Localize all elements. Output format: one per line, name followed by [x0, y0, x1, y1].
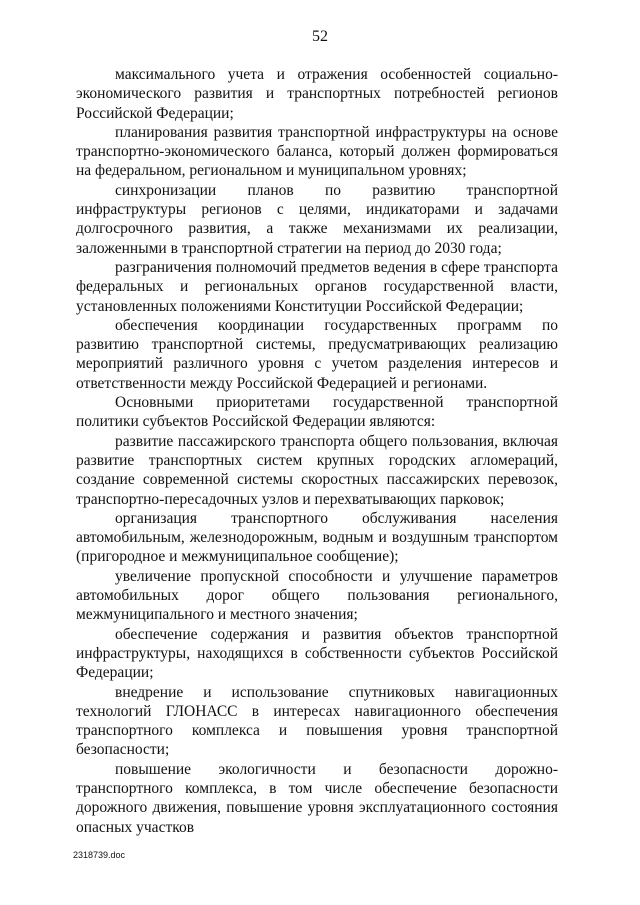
- paragraph: синхронизации планов по развитию транспортной инфраструктуры регионов с целями, индикаторами и задачами долгосрочного развития, а также механизмами их реализации, заложенными в транспортной стратегии на период до 2030 года;: [76, 181, 558, 257]
- paragraph: обеспечения координации государственных программ по развитию транспортной системы, предусматривающих реализацию мероприятий различного уровня с учетом разделения интересов и ответственности между Российской Федерацией и регионами.: [76, 316, 558, 392]
- page-number: 52: [312, 28, 328, 45]
- paragraph: планирования развития транспортной инфраструктуры на основе транспортно-экономического баланса, который должен формироваться на федеральном, региональном и муниципальном уровнях;: [76, 123, 558, 180]
- paragraph: обеспечение содержания и развития объектов транспортной инфраструктуры, находящихся в собственности субъектов Российской Федерации;: [76, 625, 558, 682]
- paragraph: внедрение и использование спутниковых навигационных технологий ГЛОНАСС в интересах навигационного обеспечения транспортного комплекса и повышения уровня транспортной безопасности;: [76, 683, 558, 759]
- paragraph: Основными приоритетами государственной транспортной политики субъектов Российской Федерации являются:: [76, 394, 558, 431]
- paragraph: организация транспортного обслуживания населения автомобильным, железнодорожным, водным и воздушным транспортом (пригородное и межмуниципальное сообщение);: [76, 509, 558, 566]
- footer-filename: 2318739.doc: [73, 850, 126, 860]
- paragraph: увеличение пропускной способности и улучшение параметров автомобильных дорог общего пользования регионального, межмуниципального и местного значения;: [76, 567, 558, 624]
- body-text: [76, 65, 558, 837]
- paragraph: развитие пассажирского транспорта общего пользования, включая развитие транспортных систем крупных городских агломераций, создание современной системы скоростных пассажирских перевозок, транспортно-пересадочных узлов и перехватывающих парковок;: [76, 432, 558, 508]
- paragraph: повышение экологичности и безопасности дорожно-транспортного комплекса, в том числе обеспечение безопасности дорожного движения, повышение уровня эксплуатационного состояния опасных участков: [76, 760, 558, 836]
- paragraph: максимального учета и отражения особенностей социально-экономического развития и транспортных потребностей регионов Российской Федерации;: [76, 66, 558, 122]
- paragraph: разграничения полномочий предметов ведения в сфере транспорта федеральных и региональных органов государственной власти, установленных положениями Конституции Российской Федерации;: [76, 258, 558, 315]
